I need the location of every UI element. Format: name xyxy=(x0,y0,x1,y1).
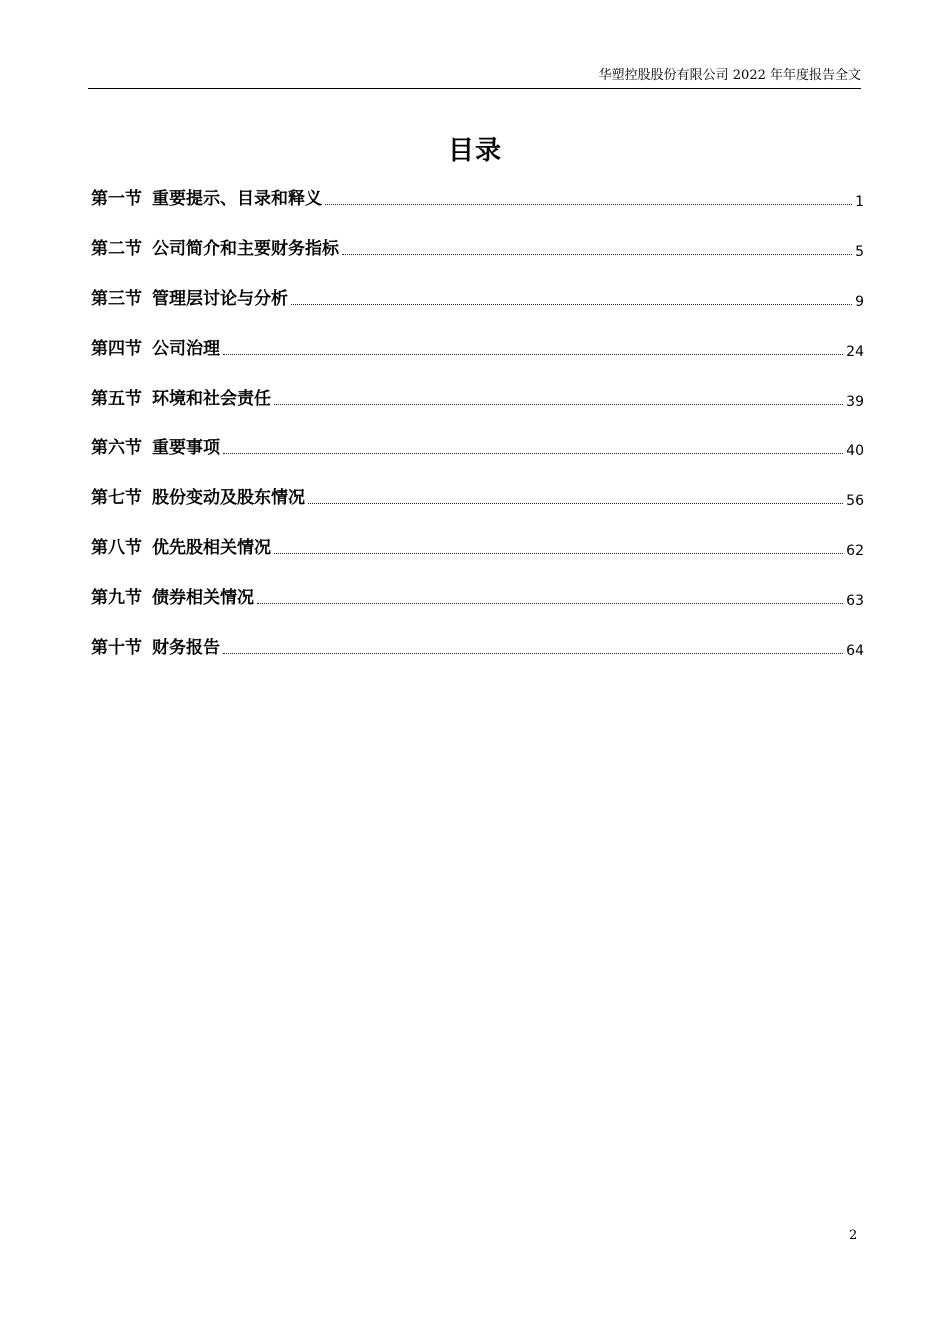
toc-section-number: 第五节 xyxy=(91,388,142,409)
toc-page-number: 39 xyxy=(846,393,864,410)
toc-section-number: 第三节 xyxy=(91,288,142,309)
toc-item-2[interactable] xyxy=(91,236,864,261)
toc-section-number: 第十节 xyxy=(91,638,142,659)
toc-section-label: 环境和社会责任 xyxy=(152,388,271,409)
toc-item-6[interactable] xyxy=(91,435,864,460)
toc-section-label: 股份变动及股东情况 xyxy=(152,488,305,509)
toc-leader-dots xyxy=(274,553,843,554)
toc-section-label: 管理层讨论与分析 xyxy=(152,288,288,309)
toc-section-label: 公司简介和主要财务指标 xyxy=(152,238,339,259)
toc-section-number: 第六节 xyxy=(91,438,142,459)
toc-title: 目录 xyxy=(447,136,502,166)
toc-section-number: 第二节 xyxy=(91,238,142,259)
page-header xyxy=(88,66,861,89)
toc-leader-dots xyxy=(223,453,843,454)
toc-item-8[interactable] xyxy=(91,535,864,560)
toc-section-number: 第八节 xyxy=(91,538,142,559)
toc-item-1[interactable] xyxy=(91,186,864,211)
toc-page-number: 9 xyxy=(855,293,864,310)
header-text: 华塑控股股份有限公司 2022 年年度报告全文 xyxy=(598,68,861,83)
toc-item-3[interactable] xyxy=(91,286,864,311)
toc-page-number: 64 xyxy=(846,643,864,660)
toc-page-number: 24 xyxy=(846,343,864,360)
toc-page-number: 56 xyxy=(846,493,864,510)
toc-section-number: 第九节 xyxy=(91,588,142,609)
toc-leader-dots xyxy=(325,204,852,205)
toc-page-number: 40 xyxy=(846,443,864,460)
toc-list xyxy=(91,186,864,685)
toc-section-label: 优先股相关情况 xyxy=(152,538,271,559)
toc-item-5[interactable] xyxy=(91,386,864,411)
toc-leader-dots xyxy=(274,404,843,405)
toc-leader-dots xyxy=(342,254,852,255)
toc-leader-dots xyxy=(257,603,843,604)
toc-section-number: 第四节 xyxy=(91,338,142,359)
toc-leader-dots xyxy=(223,653,843,654)
toc-page-number: 62 xyxy=(846,543,864,560)
toc-leader-dots xyxy=(291,304,852,305)
toc-section-number: 第七节 xyxy=(91,488,142,509)
toc-item-7[interactable] xyxy=(91,485,864,510)
toc-item-4[interactable] xyxy=(91,336,864,361)
toc-section-label: 重要提示、目录和释义 xyxy=(152,189,322,209)
toc-item-9[interactable] xyxy=(91,585,864,610)
toc-section-label: 债券相关情况 xyxy=(152,588,254,609)
toc-section-label: 重要事项 xyxy=(152,438,220,459)
toc-section-label: 公司治理 xyxy=(152,338,220,359)
toc-page-number: 1 xyxy=(855,194,864,210)
toc-page-number: 63 xyxy=(846,593,864,610)
toc-item-10[interactable] xyxy=(91,635,864,660)
toc-leader-dots xyxy=(223,354,843,355)
toc-leader-dots xyxy=(308,503,843,504)
toc-section-label: 财务报告 xyxy=(152,638,220,659)
toc-section-number: 第一节 xyxy=(91,189,142,209)
footer-page-number: 2 xyxy=(849,1228,858,1243)
toc-page-number: 5 xyxy=(855,243,864,260)
